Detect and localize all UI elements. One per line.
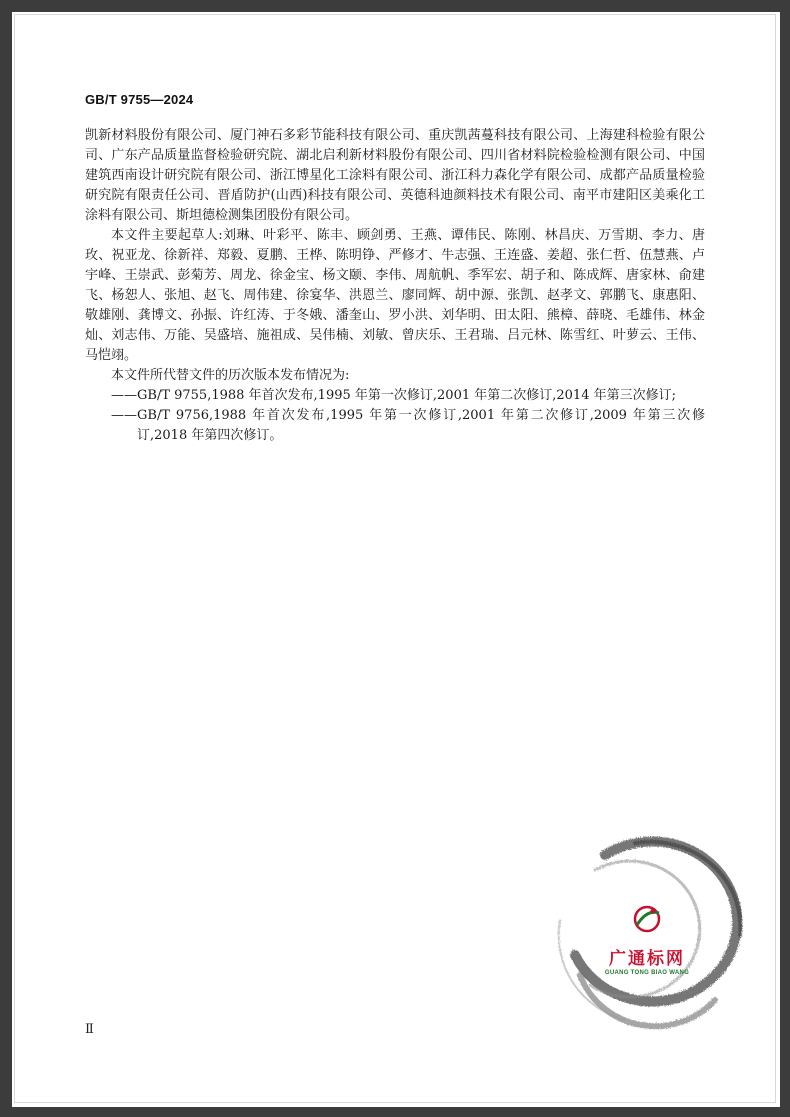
watermark-name-cn: 广通标网 xyxy=(609,949,685,969)
page-number: Ⅱ xyxy=(85,1022,94,1037)
standard-code: GB/T 9755—2024 xyxy=(85,92,194,107)
watermark-label xyxy=(592,944,702,976)
document-body xyxy=(85,126,705,446)
watermark-name-en: GUANG TONG BIAO WANG xyxy=(604,970,690,976)
history-item-gbt9756: ——GB/T 9756,1988 年首次发布,1995 年第一次修订,2001 年第二次修订,2009 年第三次修订,2018 年第四次修订。 xyxy=(111,408,705,443)
history-item-gbt9755: ——GB/T 9755,1988 年首次发布,1995 年第一次修订,2001 年第二次修订,2014 年第三次修订; xyxy=(111,388,676,403)
logo-icon xyxy=(635,907,659,931)
drafting-units-continued: 凯新材料股份有限公司、厦门神石多彩节能科技有限公司、重庆凯茜蔓科技有限公司、上海建科检验有限公司、广东产品质量监督检验研究院、湖北启利新材料股份有限公司、四川省材料院检验检测有限公司、中国建筑西南设计研究院有限公司、浙江博星化工涂料有限公司、浙江科力森化学有限公司、成都产品质量检验研究院有限责任公司、晋盾防护(山西)科技有限公司、英德科迪颜料技术有限公司、南平市建阳区美乘化工涂料有限公司、斯坦德检测集团股份有限公司。 xyxy=(85,128,705,223)
drafters-paragraph: 本文件主要起草人:刘琳、叶彩平、陈丰、顾剑勇、王燕、谭伟民、陈刚、林昌庆、万雪期、李力、唐玫、祝亚龙、徐新祥、郑毅、夏鹏、王桦、陈明铮、严修才、牛志强、王连盛、姜超、张仁哲、伍慧燕、卢宇峰、王崇武、彭菊芳、周龙、徐金宝、杨文颐、李伟、周航帆、季军宏、胡子和、陈成辉、唐家林、俞建飞、杨恕人、张旭、赵飞、周伟建、徐宴华、洪恩兰、廖同辉、胡中源、张凯、赵孝文、郭鹏飞、康惠阳、敬雄刚、龚博文、孙振、许红涛、于冬娥、潘奎山、罗小洪、刘华明、田太阳、熊樟、薛晓、毛雄伟、林金灿、刘志伟、万能、吴盛培、施祖成、吴伟楠、刘敏、曾庆乐、王君瑞、吕元林、陈雪红、叶萝云、王伟、马恺翊。 xyxy=(85,228,705,363)
history-intro: 本文件所代替文件的历次版本发布情况为: xyxy=(111,368,350,383)
watermark-seal xyxy=(545,825,755,1035)
brush-ring-icon xyxy=(559,842,741,1027)
